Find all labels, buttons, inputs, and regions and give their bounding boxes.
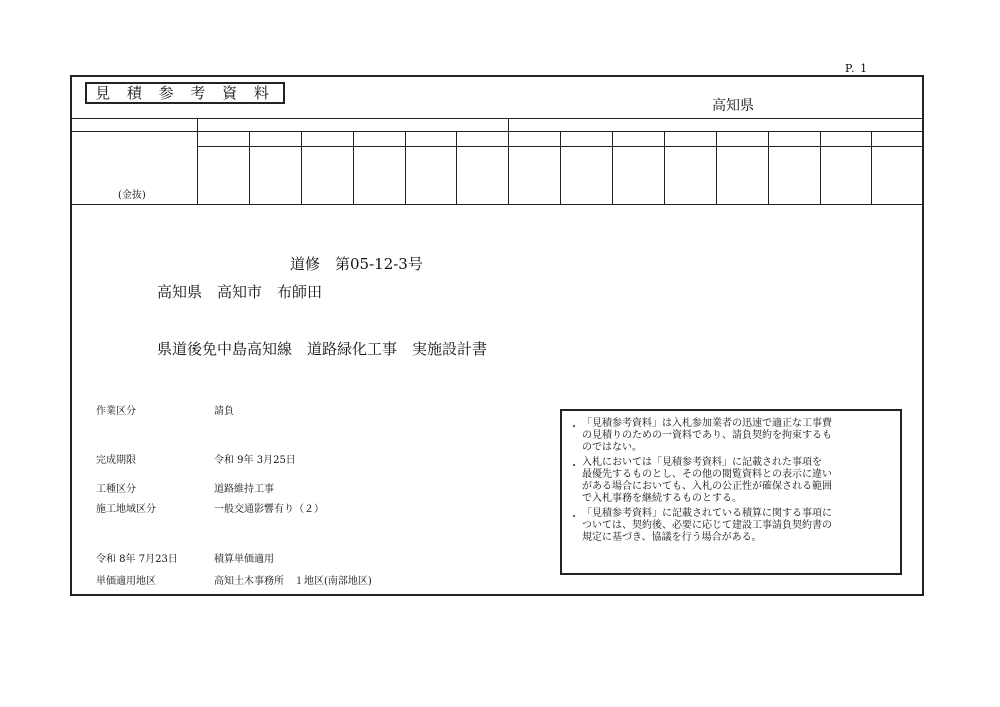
document-title: 見 積 参 考 資 料 — [85, 82, 285, 104]
note-line: 入札においては「見積参考資料」に記載された事項を — [582, 457, 822, 468]
amount-excluded-label: (金抜) — [118, 190, 146, 201]
note-line: のではない。 — [582, 442, 642, 453]
page-number: P. 1 — [845, 62, 869, 75]
note-line: で入札事務を継続するものとする。 — [582, 493, 742, 504]
field-value-pricing-district: 高知土木事務所 １地区(南部地区) — [214, 576, 372, 587]
note-line: 「見積参考資料」に記載されている積算に関する事項に — [582, 508, 832, 519]
field-value-work-type: 道路維持工事 — [214, 484, 274, 495]
field-value-construction-area: 一般交通影響有り（２） — [214, 504, 324, 515]
note-line: がある場合においても、入札の公正性が確保される範囲 — [582, 481, 832, 492]
field-label-pricing-date: 令和 8年 7月23日 — [96, 554, 178, 565]
note-line: ついては、契約後、必要に応じて建設工事請負契約書の — [582, 520, 832, 531]
field-value-pricing-date: 積算単価適用 — [214, 554, 274, 565]
field-value-completion-deadline: 令和 9年 3月25日 — [214, 455, 296, 466]
field-value-work-category: 請負 — [214, 406, 234, 417]
field-label-pricing-district: 単価適用地区 — [96, 576, 156, 587]
note-line: 規定に基づき、協議を行う場合がある。 — [582, 532, 762, 543]
note-line: 「見積参考資料」は入札参加業者の迅速で適正な工事費 — [582, 418, 832, 429]
note-bullet: ・ — [569, 422, 579, 433]
note-line: の見積りのための一資料であり、請負契約を拘束するも — [582, 430, 832, 441]
field-label-work-category: 作業区分 — [96, 406, 136, 417]
field-label-completion-deadline: 完成期限 — [96, 455, 136, 466]
document-number: 道修 第05-12-3号 — [290, 255, 423, 273]
note-bullet: ・ — [569, 461, 579, 472]
note-bullet: ・ — [569, 512, 579, 523]
field-label-work-type: 工種区分 — [96, 484, 136, 495]
note-line: 最優先するものとし、その他の閲覧資料との表示に違い — [582, 469, 832, 480]
field-label-construction-area: 施工地域区分 — [96, 504, 156, 515]
prefecture-label: 高知県 — [712, 98, 754, 114]
construction-location: 高知県 高知市 布師田 — [157, 283, 323, 301]
project-title: 県道後免中島高知線 道路緑化工事 実施設計書 — [157, 340, 488, 358]
